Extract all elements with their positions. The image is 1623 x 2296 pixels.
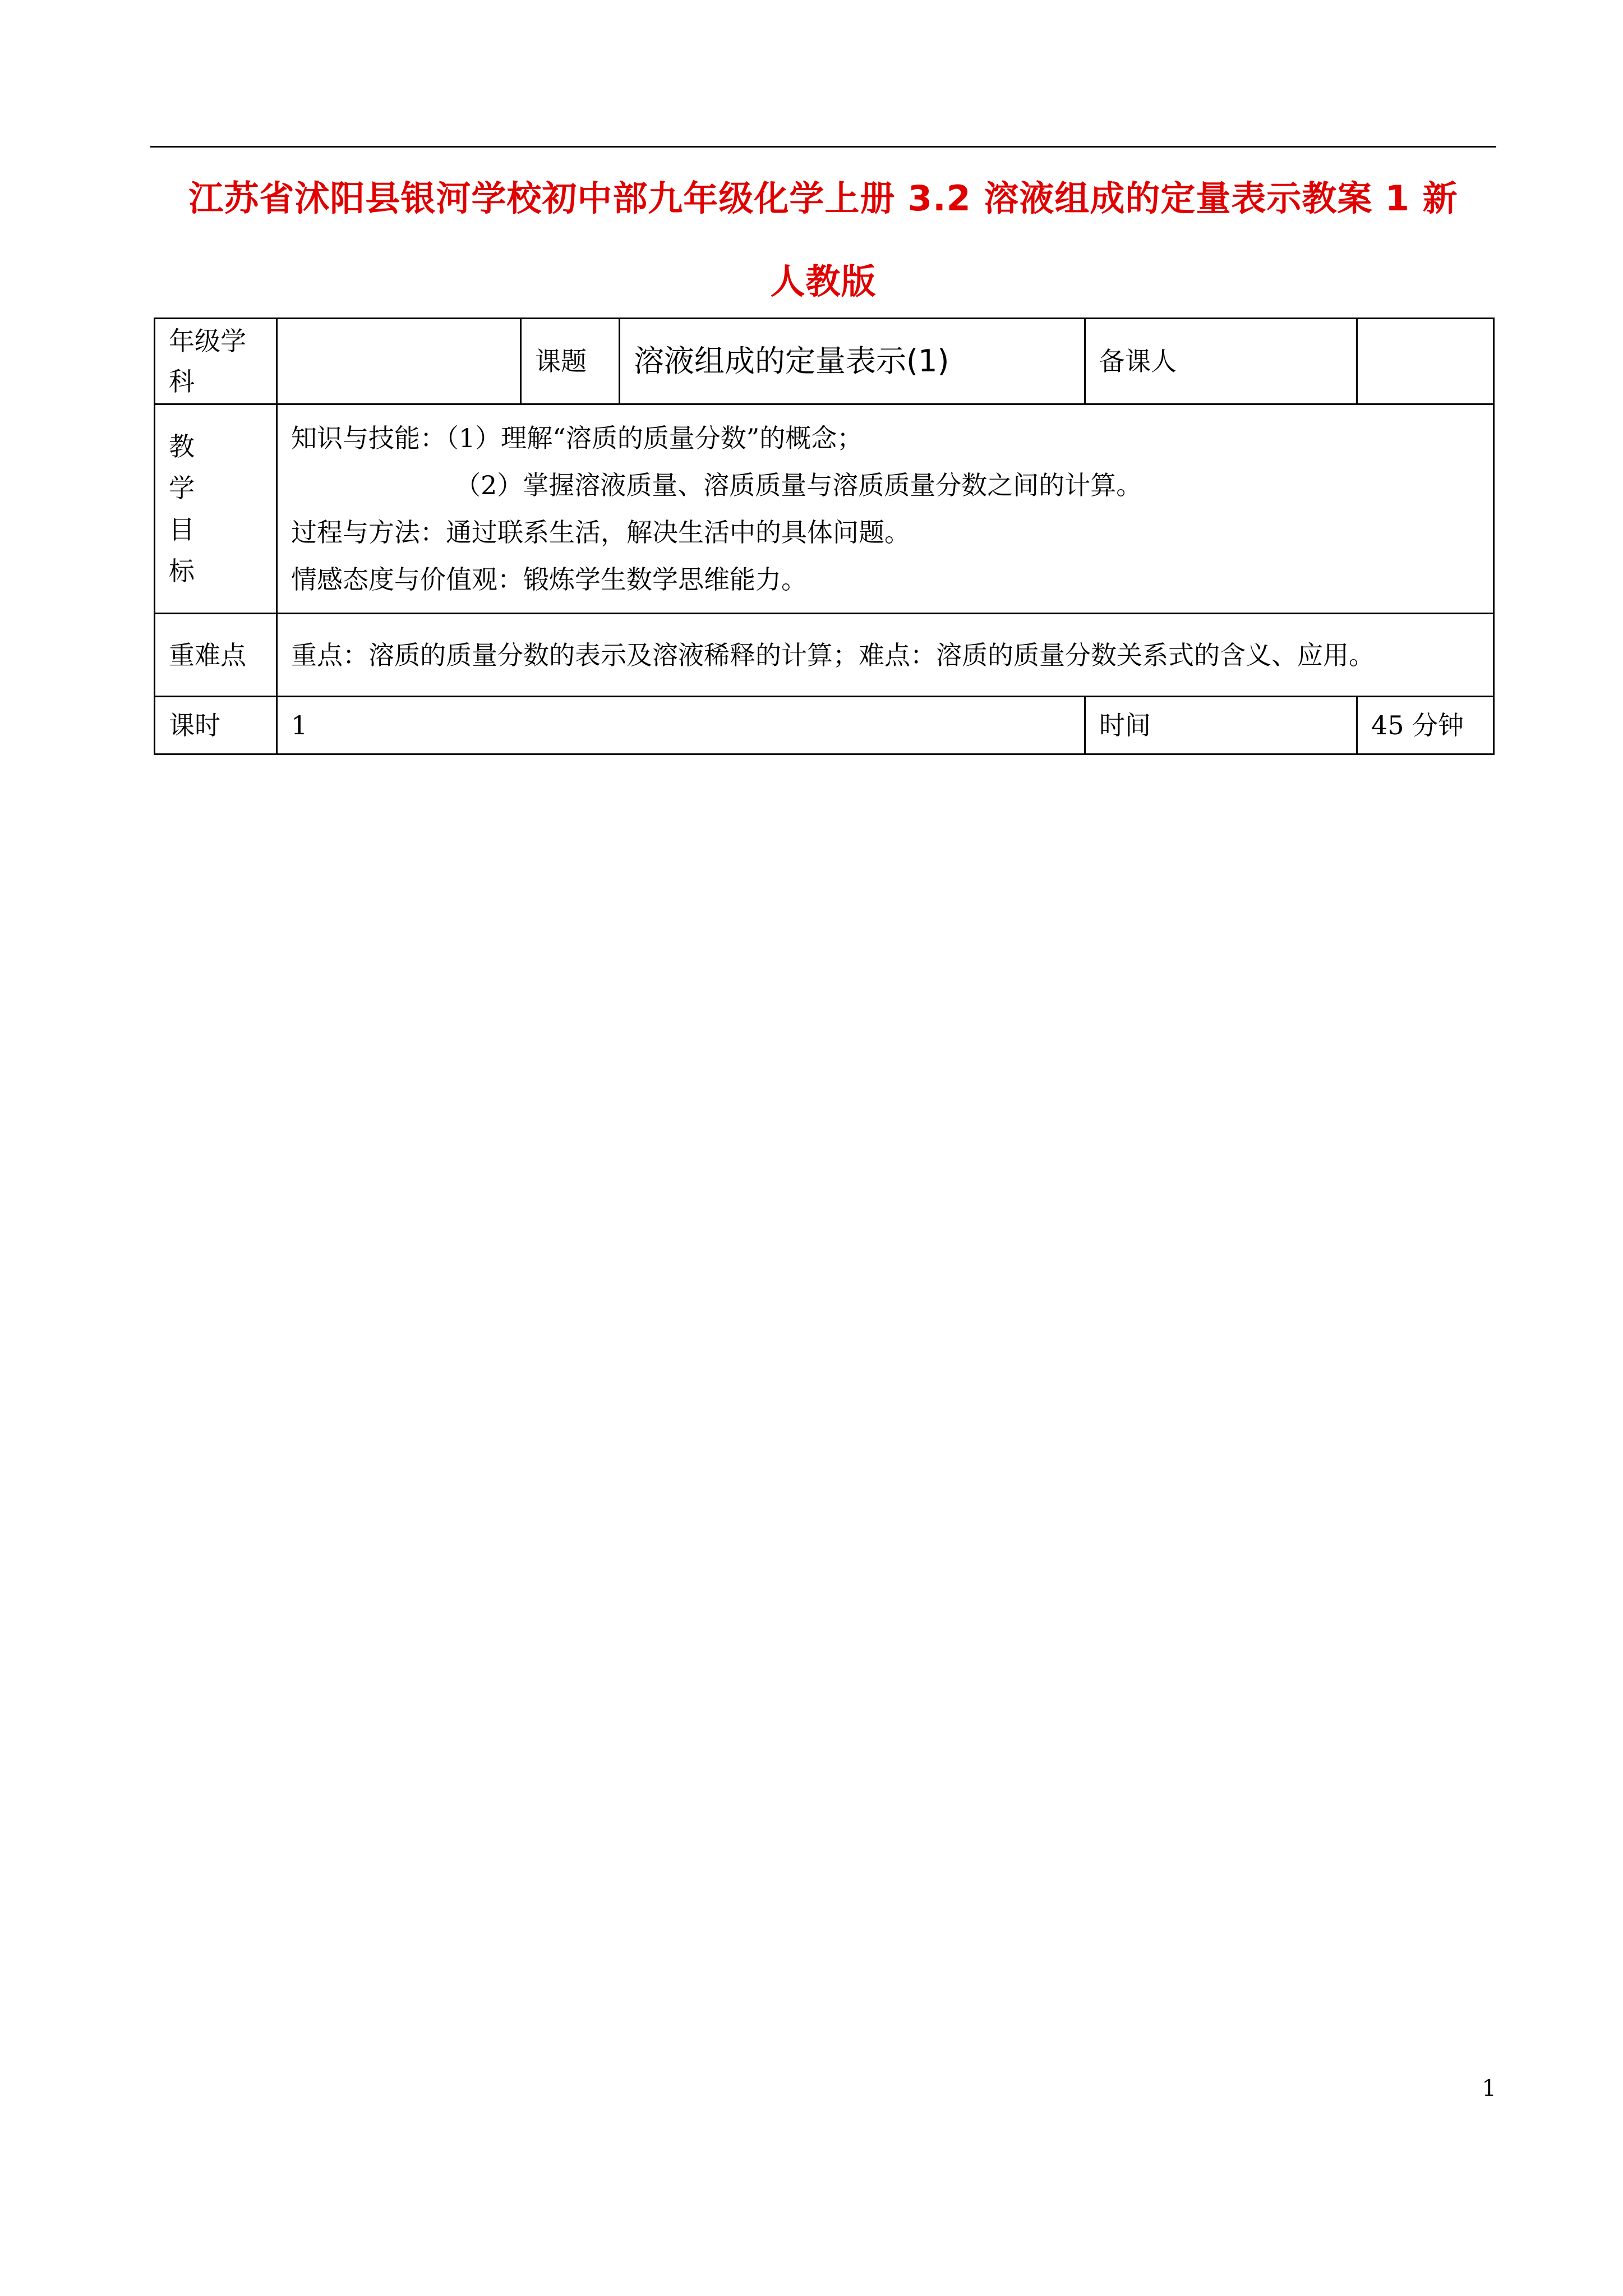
objectives-label	[155, 404, 277, 614]
key-points-label: 重难点	[155, 614, 277, 697]
objective-process: 过程与方法：通过联系生活，解决生活中的具体问题。	[291, 517, 910, 547]
time-label: 时间	[1085, 697, 1357, 754]
header-row	[155, 319, 1494, 404]
grade-subject-label: 年级学科	[155, 319, 277, 404]
time-value: 45 分钟	[1357, 697, 1494, 754]
objectives-label-char: 标	[169, 556, 195, 586]
objectives-label-char: 教	[169, 431, 195, 462]
key-points-text: 重点：溶质的质量分数的表示及溶液稀释的计算；难点：溶质的质量分数关系式的含义、应用。	[277, 614, 1494, 697]
objectives-row	[155, 404, 1494, 614]
objectives-label-char: 学	[169, 473, 195, 503]
topic-value: 溶液组成的定量表示(1)	[620, 319, 1085, 404]
header-rule	[150, 146, 1496, 148]
periods-value: 1	[277, 697, 1085, 754]
grade-subject-value	[277, 319, 521, 404]
document-title-line-1: 江苏省沭阳县银河学校初中部九年级化学上册 3.2 溶液组成的定量表示教案 1 新	[188, 178, 1458, 219]
objective-knowledge-2: （2）掌握溶液质量、溶质质量与溶质质量分数之间的计算。	[455, 470, 1142, 500]
objectives-content	[277, 404, 1494, 614]
objective-knowledge-1: 知识与技能：（1）理解“溶质的质量分数”的概念；	[291, 423, 863, 453]
preparer-label: 备课人	[1085, 319, 1357, 404]
key-points-row	[155, 614, 1494, 697]
objective-values: 情感态度与价值观：锻炼学生数学思维能力。	[291, 564, 807, 595]
schedule-row	[155, 697, 1494, 754]
lesson-plan-table	[154, 318, 1495, 755]
objectives-label-char: 目	[169, 514, 195, 545]
document-title-line-2: 人教版	[770, 261, 877, 302]
page-number: 1	[1482, 2076, 1496, 2101]
document-title	[150, 157, 1496, 323]
periods-label: 课时	[155, 697, 277, 754]
preparer-value	[1357, 319, 1494, 404]
topic-label: 课题	[521, 319, 620, 404]
